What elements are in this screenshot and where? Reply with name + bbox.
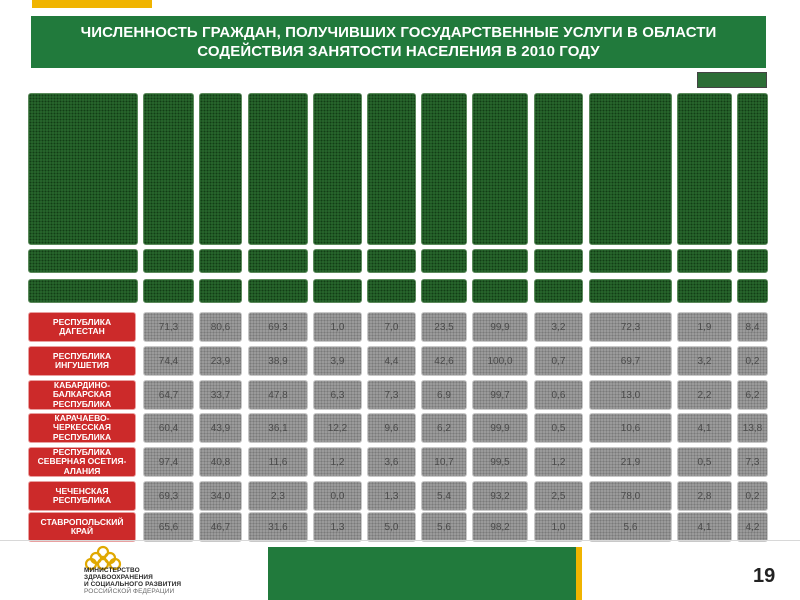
value-cell: 60,4 (143, 413, 194, 443)
title-line-1: ЧИСЛЕННОСТЬ ГРАЖДАН, ПОЛУЧИВШИХ ГОСУДАРСТВЕННЫЕ УСЛУГИ В ОБЛАСТИ (80, 24, 717, 41)
value-cell: 65,6 (143, 512, 194, 542)
footer-divider (0, 540, 800, 541)
value-cell: 6,9 (421, 380, 467, 410)
value-cell: 74,4 (143, 346, 194, 376)
slide-title (31, 16, 766, 68)
value-cell: 0,7 (534, 346, 583, 376)
value-cell: 97,4 (143, 447, 194, 477)
value-cell: 4,1 (677, 413, 732, 443)
value-cell: 78,0 (589, 481, 672, 511)
value-cell: 13,8 (737, 413, 768, 443)
page-number: 19 (753, 565, 776, 587)
summary-cell-2 (534, 279, 583, 303)
header-cell (737, 93, 768, 245)
value-cell: 6,2 (421, 413, 467, 443)
summary-cell (677, 249, 732, 273)
value-cell: 5,0 (367, 512, 416, 542)
value-cell: 13,0 (589, 380, 672, 410)
value-cell: 46,7 (199, 512, 242, 542)
value-cell: 1,9 (677, 312, 732, 342)
value-cell: 2,3 (248, 481, 308, 511)
value-cell: 8,4 (737, 312, 768, 342)
value-cell: 47,8 (248, 380, 308, 410)
value-cell: 72,3 (589, 312, 672, 342)
ministry-name (84, 567, 181, 595)
value-cell: 9,6 (367, 413, 416, 443)
summary-cell-2 (28, 279, 138, 303)
region-label: СТАВРОПОЛЬСКИЙ КРАЙ (28, 512, 136, 542)
summary-cell-2 (313, 279, 362, 303)
header-cell (677, 93, 732, 245)
header-cell (421, 93, 467, 245)
header-cell (589, 93, 672, 245)
summary-cell (421, 249, 467, 273)
region-label: КАРАЧАЕВО-ЧЕРКЕССКАЯ РЕСПУБЛИКА (28, 413, 136, 443)
value-cell: 2,5 (534, 481, 583, 511)
value-cell: 93,2 (472, 481, 528, 511)
region-label: РЕСПУБЛИКА СЕВЕРНАЯ ОСЕТИЯ-АЛАНИЯ (28, 447, 136, 477)
ministry-line-4: РОССИЙСКОЙ ФЕДЕРАЦИИ (84, 588, 175, 595)
ministry-line-2: ЗДРАВООХРАНЕНИЯ (84, 574, 153, 581)
value-cell: 5,6 (421, 512, 467, 542)
value-cell: 69,3 (248, 312, 308, 342)
footer-green-block (268, 547, 576, 600)
summary-cell (143, 249, 194, 273)
value-cell: 31,6 (248, 512, 308, 542)
value-cell: 100,0 (472, 346, 528, 376)
value-cell: 99,9 (472, 312, 528, 342)
value-cell: 3,2 (534, 312, 583, 342)
summary-cell-2 (472, 279, 528, 303)
header-cell (248, 93, 308, 245)
value-cell: 12,2 (313, 413, 362, 443)
value-cell: 11,6 (248, 447, 308, 477)
value-cell: 10,7 (421, 447, 467, 477)
summary-cell-2 (737, 279, 768, 303)
value-cell: 23,9 (199, 346, 242, 376)
value-cell: 0,0 (313, 481, 362, 511)
summary-cell-2 (199, 279, 242, 303)
value-cell: 21,9 (589, 447, 672, 477)
summary-cell (367, 249, 416, 273)
value-cell: 3,6 (367, 447, 416, 477)
value-cell: 6,2 (737, 380, 768, 410)
value-cell: 1,2 (534, 447, 583, 477)
ministry-line-3: И СОЦИАЛЬНОГО РАЗВИТИЯ (84, 581, 182, 588)
value-cell: 0,2 (737, 481, 768, 511)
value-cell: 1,0 (534, 512, 583, 542)
value-cell: 2,8 (677, 481, 732, 511)
value-cell: 1,0 (313, 312, 362, 342)
header-cell (313, 93, 362, 245)
value-cell: 98,2 (472, 512, 528, 542)
region-label: ЧЕЧЕНСКАЯ РЕСПУБЛИКА (28, 481, 136, 511)
value-cell: 10,6 (589, 413, 672, 443)
value-cell: 99,9 (472, 413, 528, 443)
summary-cell (534, 249, 583, 273)
value-cell: 42,6 (421, 346, 467, 376)
value-cell: 7,0 (367, 312, 416, 342)
summary-cell (313, 249, 362, 273)
value-cell: 36,1 (248, 413, 308, 443)
header-cell (534, 93, 583, 245)
header-cell (367, 93, 416, 245)
value-cell: 7,3 (367, 380, 416, 410)
summary-cell-2 (248, 279, 308, 303)
value-cell: 4,4 (367, 346, 416, 376)
summary-cell-2 (589, 279, 672, 303)
value-cell: 99,5 (472, 447, 528, 477)
summary-cell (199, 249, 242, 273)
value-cell: 69,3 (143, 481, 194, 511)
header-cell (143, 93, 194, 245)
value-cell: 34,0 (199, 481, 242, 511)
summary-cell-2 (143, 279, 194, 303)
summary-cell (589, 249, 672, 273)
value-cell: 0,2 (737, 346, 768, 376)
header-cell (472, 93, 528, 245)
top-accent-bar (32, 0, 152, 8)
value-cell: 3,9 (313, 346, 362, 376)
value-cell: 71,3 (143, 312, 194, 342)
summary-cell (737, 249, 768, 273)
value-cell: 33,7 (199, 380, 242, 410)
header-cell-region (28, 93, 138, 245)
value-cell: 1,2 (313, 447, 362, 477)
value-cell: 5,6 (589, 512, 672, 542)
ministry-line-1: МИНИСТЕРСТВО (84, 567, 140, 574)
summary-cell-2 (421, 279, 467, 303)
units-note (697, 72, 767, 88)
value-cell: 99,7 (472, 380, 528, 410)
region-label: РЕСПУБЛИКА ДАГЕСТАН (28, 312, 136, 342)
value-cell: 6,3 (313, 380, 362, 410)
header-cell (199, 93, 242, 245)
value-cell: 0,5 (677, 447, 732, 477)
summary-cell (248, 249, 308, 273)
value-cell: 64,7 (143, 380, 194, 410)
value-cell: 5,4 (421, 481, 467, 511)
summary-cell (28, 249, 138, 273)
value-cell: 1,3 (313, 512, 362, 542)
value-cell: 2,2 (677, 380, 732, 410)
summary-cell-2 (367, 279, 416, 303)
footer-yellow-stripe (576, 547, 582, 600)
region-label: РЕСПУБЛИКА ИНГУШЕТИЯ (28, 346, 136, 376)
value-cell: 43,9 (199, 413, 242, 443)
title-line-2: СОДЕЙСТВИЯ ЗАНЯТОСТИ НАСЕЛЕНИЯ В 2010 ГОДУ (197, 43, 600, 60)
value-cell: 4,2 (737, 512, 768, 542)
value-cell: 1,3 (367, 481, 416, 511)
value-cell: 23,5 (421, 312, 467, 342)
value-cell: 7,3 (737, 447, 768, 477)
summary-cell-2 (677, 279, 732, 303)
value-cell: 4,1 (677, 512, 732, 542)
value-cell: 69,7 (589, 346, 672, 376)
value-cell: 0,6 (534, 380, 583, 410)
region-label: КАБАРДИНО-БАЛКАРСКАЯ РЕСПУБЛИКА (28, 380, 136, 410)
value-cell: 3,2 (677, 346, 732, 376)
value-cell: 38,9 (248, 346, 308, 376)
value-cell: 80,6 (199, 312, 242, 342)
value-cell: 0,5 (534, 413, 583, 443)
summary-cell (472, 249, 528, 273)
value-cell: 40,8 (199, 447, 242, 477)
